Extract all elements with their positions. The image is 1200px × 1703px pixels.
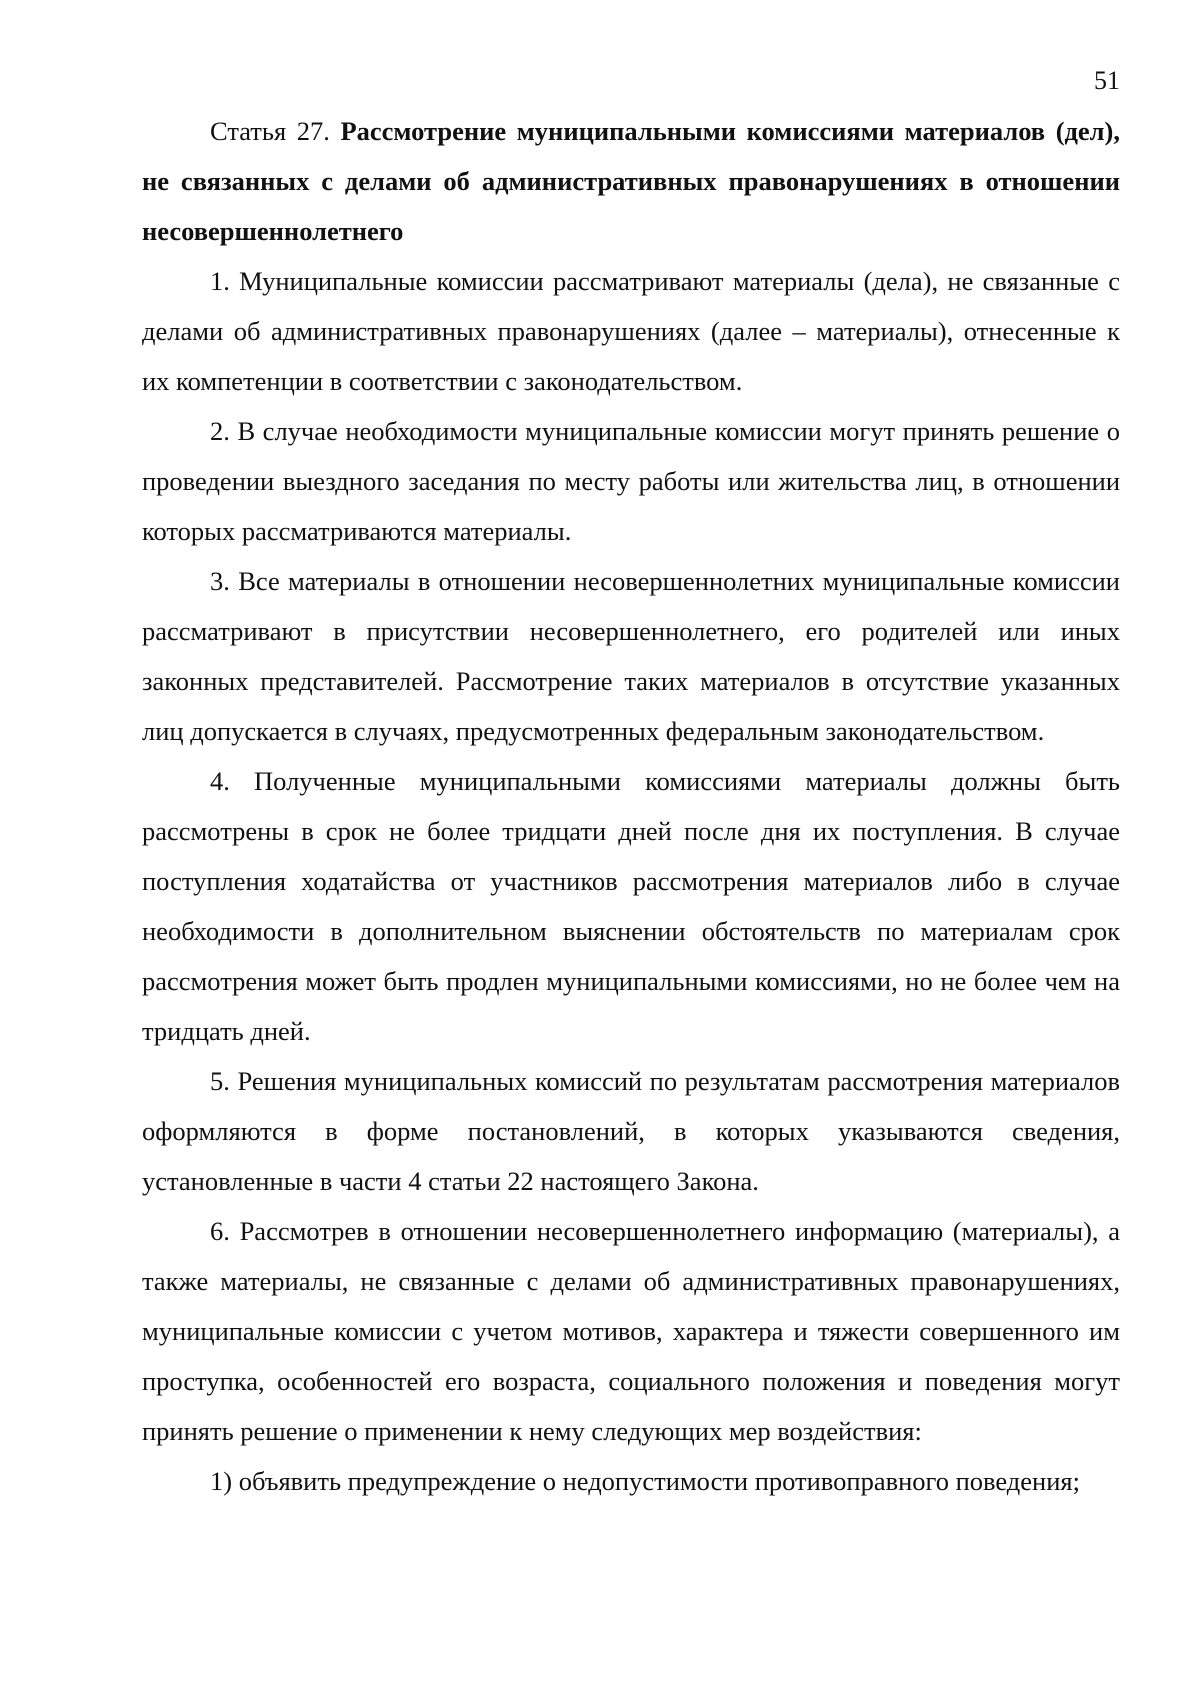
- paragraph-4: 4. Полученные муниципальными комиссиями материалы должны быть рассмотрены в срок не более тридцати дней после дня их поступления. В случае поступления ходатайства от участников рассмотрения материалов либо в случае необходимости в дополнительном выяснении обстоятельств по материалам срок рассмотрения может быть продлен муниципальными комиссиями, но не более чем на тридцать дней.: [142, 766, 1120, 1046]
- paragraph-3: 3. Все материалы в отношении несовершеннолетних муниципальные комиссии рассматривают в присутствии несовершеннолетнего, его родителей или иных законных представителей. Рассмотрение таких материалов в отсутствие указанных лиц допускается в случаях, предусмотренных федеральным законодательством.: [142, 566, 1120, 746]
- page-number: 51: [1094, 66, 1120, 95]
- article-title: Рассмотрение муниципальными комиссиями материалов (дел), не связанных с делами об административных правонарушениях в отношении несовершеннолетнего: [142, 116, 1121, 246]
- paragraph-1: 1. Муниципальные комиссии рассматривают материалы (дела), не связанные с делами об административных правонарушениях (далее – материалы), отнесенные к их компетенции в соответствии с законодательством.: [142, 266, 1120, 396]
- list-item-1: 1) объявить предупреждение о недопустимости противоправного поведения;: [210, 1466, 1080, 1496]
- paragraph-2: 2. В случае необходимости муниципальные комиссии могут принять решение о проведении выездного заседания по месту работы или жительства лиц, в отношении которых рассматриваются материалы.: [142, 416, 1120, 546]
- paragraph-6: 6. Рассмотрев в отношении несовершеннолетнего информацию (материалы), а также материалы, не связанные с делами об административных правонарушениях, муниципальные комиссии с учетом мотивов, характера и тяжести совершенного им проступка, особенностей его возраста, социального положения и поведения могут принять решение о применении к нему следующих мер воздействия:: [142, 1216, 1120, 1446]
- document-body: [142, 106, 1120, 1506]
- paragraph-5: 5. Решения муниципальных комиссий по результатам рассмотрения материалов оформляются в форме постановлений, в которых указываются сведения, установленные в части 4 статьи 22 настоящего Закона.: [142, 1066, 1120, 1196]
- article-heading: [142, 106, 1120, 256]
- article-label: Статья 27.: [210, 116, 330, 146]
